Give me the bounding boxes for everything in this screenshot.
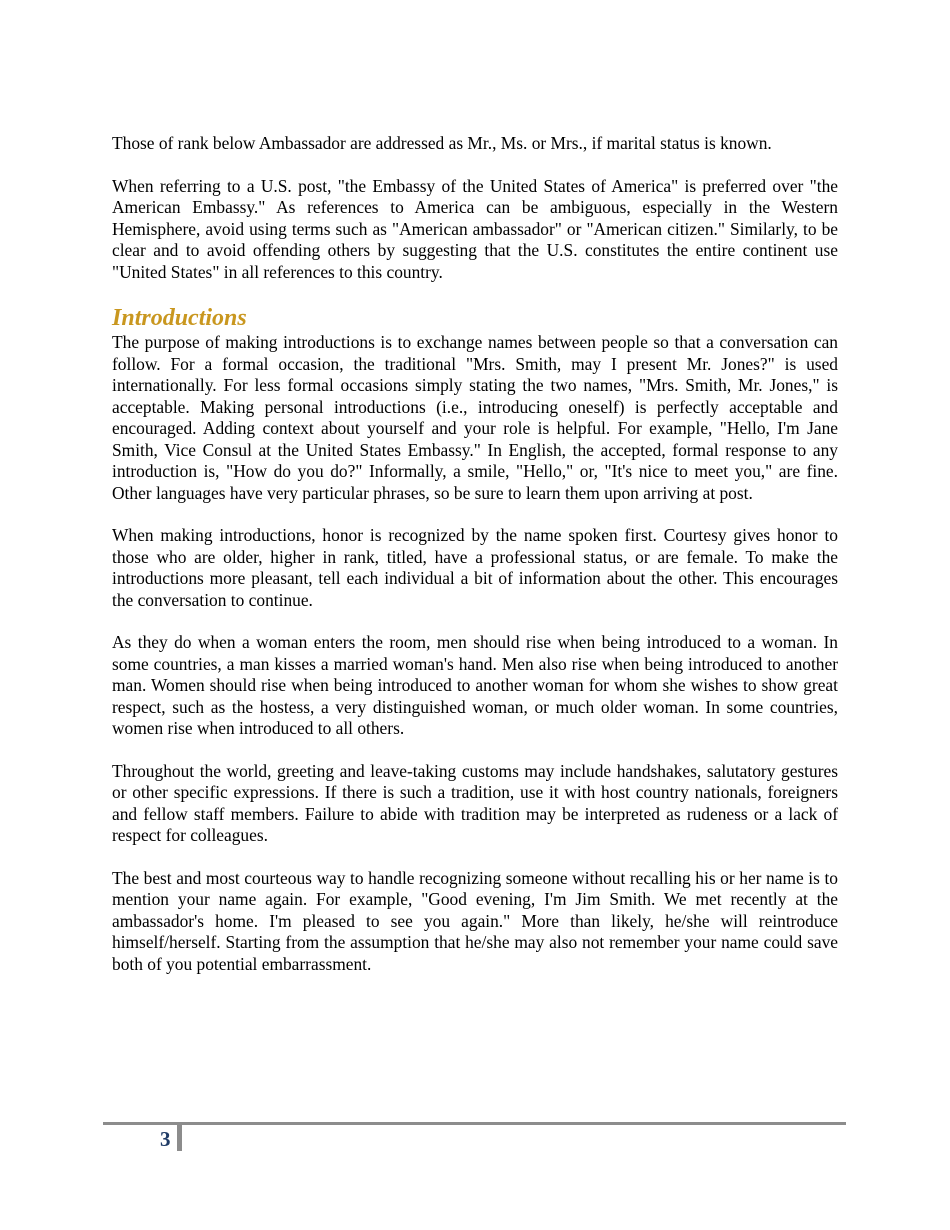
paragraph-forgotten-names: The best and most courteous way to handle recognizing someone without recalling his or her name is to mention your name again. For example, "Good evening, I'm Jim Smith. We met recently at the ambassador's home. I'm pleased to see you again." More than likely, he/she will reintroduce himself/herself. Starting from the assumption that he/she may also not remember your name could save both of you potential embarrassment. bbox=[112, 867, 838, 974]
paragraph-purpose-of-introductions: The purpose of making introductions is to exchange names between people so that a conversation can follow. For a formal occasion, the traditional "Mrs. Smith, may I present Mr. Jones?" is used internationally. For less formal occasions simply stating the two names, "Mrs. Smith, Mr. Jones," is acceptable. Making personal introductions (i.e., introducing oneself) is perfectly acceptable and encouraged. Adding context about yourself and your role is helpful. For example, "Hello, I'm Jane Smith, Vice Consul at the United States Embassy." In English, the accepted, formal response to any introduction is, "How do you do?" Informally, a smile, "Hello," or, "It's nice to meet you," are fine. Other languages have very particular phrases, so be sure to learn them upon arriving at post. bbox=[112, 332, 838, 503]
paragraph-us-post-reference: When referring to a U.S. post, "the Embassy of the United States of America" is preferred over "the American Embassy." As references to America can be ambiguous, especially in the Western Hemisphere, avoid using terms such as "American ambassador" or "American citizen." Similarly, to be clear and to avoid offending others by suggesting that the U.S. constitutes the entire continent use "United States" in all references to this country. bbox=[112, 175, 838, 282]
footer-rule bbox=[103, 1122, 846, 1125]
paragraph-honor-order: When making introductions, honor is recognized by the name spoken first. Courtesy gives honor to those who are older, higher in rank, titled, have a professional status, or are female. To make the introductions more pleasant, tell each individual a bit of information about the other. This encourages the conversation to continue. bbox=[112, 525, 838, 610]
section-heading-introductions: Introductions bbox=[112, 305, 247, 331]
paragraph-greeting-customs: Throughout the world, greeting and leave-taking customs may include handshakes, salutatory gestures or other specific expressions. If there is such a tradition, use it with host country nationals, foreigners and fellow staff members. Failure to abide with tradition may be interpreted as rudeness or a lack of respect for colleagues. bbox=[112, 760, 838, 845]
paragraph-rising-customs: As they do when a woman enters the room, men should rise when being introduced to a woman. In some countries, a man kisses a married woman's hand. Men also rise when being introduced to another man. Women should rise when being introduced to another woman for whom she wishes to show great respect, such as the hostess, a very distinguished woman, or much older woman. In some countries, women rise when introduced to all others. bbox=[112, 632, 838, 738]
paragraph-rank-address: Those of rank below Ambassador are addressed as Mr., Ms. or Mrs., if marital status is known. bbox=[112, 133, 772, 153]
footer-page-divider bbox=[177, 1125, 182, 1151]
document-body bbox=[112, 133, 838, 975]
page-number: 3 bbox=[160, 1127, 171, 1151]
